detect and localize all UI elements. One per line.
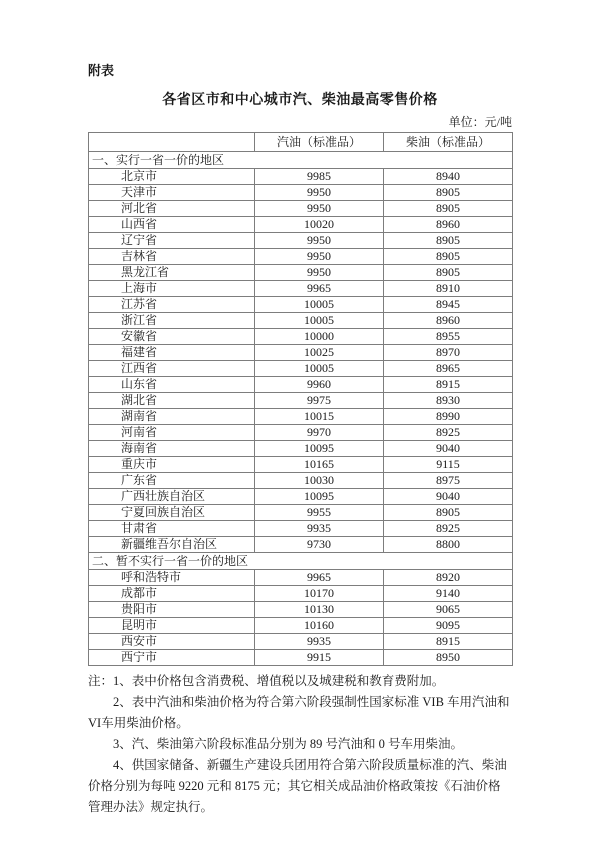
region-cell: 浙江省 — [89, 313, 255, 329]
region-cell: 西安市 — [89, 634, 255, 650]
region-cell: 上海市 — [89, 281, 255, 297]
diesel-price-cell: 8905 — [384, 201, 513, 217]
gasoline-price-cell: 9950 — [255, 201, 384, 217]
gasoline-price-cell: 10170 — [255, 586, 384, 602]
gasoline-price-cell: 10095 — [255, 441, 384, 457]
diesel-price-cell: 8905 — [384, 185, 513, 201]
region-cell: 吉林省 — [89, 249, 255, 265]
region-cell: 西宁市 — [89, 650, 255, 666]
gasoline-price-cell: 9985 — [255, 169, 384, 185]
section-label: 二、暂不实行一省一价的地区 — [89, 553, 513, 570]
region-cell: 湖北省 — [89, 393, 255, 409]
region-cell: 宁夏回族自治区 — [89, 505, 255, 521]
diesel-price-cell: 9115 — [384, 457, 513, 473]
column-header-gasoline: 汽油（标准品） — [255, 133, 384, 152]
table-row — [89, 473, 513, 489]
diesel-price-cell: 8920 — [384, 570, 513, 586]
unit-label: 单位：元/吨 — [448, 115, 512, 129]
diesel-price-cell: 8970 — [384, 345, 513, 361]
region-cell: 河北省 — [89, 201, 255, 217]
gasoline-price-cell: 10030 — [255, 473, 384, 489]
gasoline-price-cell: 10095 — [255, 489, 384, 505]
gasoline-price-cell: 9950 — [255, 185, 384, 201]
gasoline-price-cell: 9965 — [255, 570, 384, 586]
page-title: 各省区市和中心城市汽、柴油最高零售价格 — [162, 91, 438, 107]
diesel-price-cell: 8975 — [384, 473, 513, 489]
table-row — [89, 586, 513, 602]
diesel-price-cell: 9040 — [384, 489, 513, 505]
region-cell: 天津市 — [89, 185, 255, 201]
gasoline-price-cell: 10160 — [255, 618, 384, 634]
diesel-price-cell: 8940 — [384, 169, 513, 185]
region-cell: 江苏省 — [89, 297, 255, 313]
diesel-price-cell: 8910 — [384, 281, 513, 297]
region-cell: 湖南省 — [89, 409, 255, 425]
gasoline-price-cell: 10005 — [255, 361, 384, 377]
region-cell: 辽宁省 — [89, 233, 255, 249]
table-row — [89, 265, 513, 281]
table-row — [89, 377, 513, 393]
diesel-price-cell: 8905 — [384, 249, 513, 265]
diesel-price-cell: 8950 — [384, 650, 513, 666]
region-cell: 新疆维吾尔自治区 — [89, 537, 255, 553]
table-row — [89, 521, 513, 537]
gasoline-price-cell: 9965 — [255, 281, 384, 297]
diesel-price-cell: 8800 — [384, 537, 513, 553]
diesel-price-cell: 8960 — [384, 217, 513, 233]
gasoline-price-cell: 10015 — [255, 409, 384, 425]
region-cell: 河南省 — [89, 425, 255, 441]
appendix-label: 附表 — [88, 63, 115, 78]
diesel-price-cell: 9065 — [384, 602, 513, 618]
region-cell: 海南省 — [89, 441, 255, 457]
region-cell: 广西壮族自治区 — [89, 489, 255, 505]
diesel-price-cell: 8955 — [384, 329, 513, 345]
gasoline-price-cell: 9970 — [255, 425, 384, 441]
table-row — [89, 505, 513, 521]
column-header-region — [89, 133, 255, 152]
diesel-price-cell: 8925 — [384, 521, 513, 537]
table-row — [89, 313, 513, 329]
diesel-price-cell: 8965 — [384, 361, 513, 377]
table-row — [89, 169, 513, 185]
table-row — [89, 489, 513, 505]
diesel-price-cell: 8915 — [384, 634, 513, 650]
table-row — [89, 650, 513, 666]
gasoline-price-cell: 10000 — [255, 329, 384, 345]
gasoline-price-cell: 10005 — [255, 313, 384, 329]
region-cell: 山西省 — [89, 217, 255, 233]
diesel-price-cell: 8930 — [384, 393, 513, 409]
gasoline-price-cell: 9950 — [255, 265, 384, 281]
section-row — [89, 553, 513, 570]
table-row — [89, 425, 513, 441]
note-4: 4、供国家储备、新疆生产建设兵团用符合第六阶段质量标准的汽、柴油价格分别为每吨 9220 元和 8175 元；其它相关成品油价格政策按《石油价格管理办法》规定执行。 — [88, 758, 507, 814]
gasoline-price-cell: 10025 — [255, 345, 384, 361]
note-2: 2、表中汽油和柴油价格为符合第六阶段强制性国家标准 VIB 车用汽油和VI车用柴油价格。 — [88, 695, 510, 730]
gasoline-price-cell: 9950 — [255, 233, 384, 249]
section-label: 一、实行一省一价的地区 — [89, 152, 513, 169]
diesel-price-cell: 9040 — [384, 441, 513, 457]
region-cell: 安徽省 — [89, 329, 255, 345]
diesel-price-cell: 8905 — [384, 265, 513, 281]
table-row — [89, 297, 513, 313]
table-row — [89, 185, 513, 201]
region-cell: 山东省 — [89, 377, 255, 393]
region-cell: 广东省 — [89, 473, 255, 489]
price-table — [88, 132, 513, 666]
region-cell: 江西省 — [89, 361, 255, 377]
table-row — [89, 618, 513, 634]
table-row — [89, 281, 513, 297]
table-row — [89, 201, 513, 217]
page-content — [88, 60, 512, 818]
column-header-diesel: 柴油（标准品） — [384, 133, 513, 152]
table-row — [89, 329, 513, 345]
gasoline-price-cell: 9915 — [255, 650, 384, 666]
diesel-price-cell: 8925 — [384, 425, 513, 441]
gasoline-price-cell: 10130 — [255, 602, 384, 618]
table-row — [89, 361, 513, 377]
table-row — [89, 249, 513, 265]
gasoline-price-cell: 9935 — [255, 634, 384, 650]
gasoline-price-cell: 9730 — [255, 537, 384, 553]
gasoline-price-cell: 10020 — [255, 217, 384, 233]
table-header-row — [89, 133, 513, 152]
gasoline-price-cell: 9950 — [255, 249, 384, 265]
table-row — [89, 233, 513, 249]
note-1: 注：1、表中价格包含消费税、增值税以及城建税和教育费附加。 — [88, 674, 445, 688]
note-3: 3、汽、柴油第六阶段标准品分别为 89 号汽油和 0 号车用柴油。 — [113, 737, 464, 751]
table-row — [89, 393, 513, 409]
diesel-price-cell: 8945 — [384, 297, 513, 313]
gasoline-price-cell: 10165 — [255, 457, 384, 473]
table-body — [89, 152, 513, 666]
diesel-price-cell: 8905 — [384, 505, 513, 521]
region-cell: 呼和浩特市 — [89, 570, 255, 586]
table-row — [89, 634, 513, 650]
diesel-price-cell: 8915 — [384, 377, 513, 393]
table-row — [89, 409, 513, 425]
region-cell: 北京市 — [89, 169, 255, 185]
table-row — [89, 441, 513, 457]
region-cell: 福建省 — [89, 345, 255, 361]
section-row — [89, 152, 513, 169]
region-cell: 成都市 — [89, 586, 255, 602]
table-row — [89, 457, 513, 473]
gasoline-price-cell: 9955 — [255, 505, 384, 521]
diesel-price-cell: 9095 — [384, 618, 513, 634]
table-row — [89, 345, 513, 361]
table-row — [89, 570, 513, 586]
region-cell: 昆明市 — [89, 618, 255, 634]
diesel-price-cell: 8960 — [384, 313, 513, 329]
gasoline-price-cell: 9960 — [255, 377, 384, 393]
table-row — [89, 537, 513, 553]
region-cell: 黑龙江省 — [89, 265, 255, 281]
diesel-price-cell: 9140 — [384, 586, 513, 602]
gasoline-price-cell: 10005 — [255, 297, 384, 313]
gasoline-price-cell: 9935 — [255, 521, 384, 537]
notes-block — [88, 671, 512, 818]
region-cell: 贵阳市 — [89, 602, 255, 618]
table-row — [89, 217, 513, 233]
table-row — [89, 602, 513, 618]
gasoline-price-cell: 9975 — [255, 393, 384, 409]
diesel-price-cell: 8990 — [384, 409, 513, 425]
region-cell: 甘肃省 — [89, 521, 255, 537]
region-cell: 重庆市 — [89, 457, 255, 473]
diesel-price-cell: 8905 — [384, 233, 513, 249]
